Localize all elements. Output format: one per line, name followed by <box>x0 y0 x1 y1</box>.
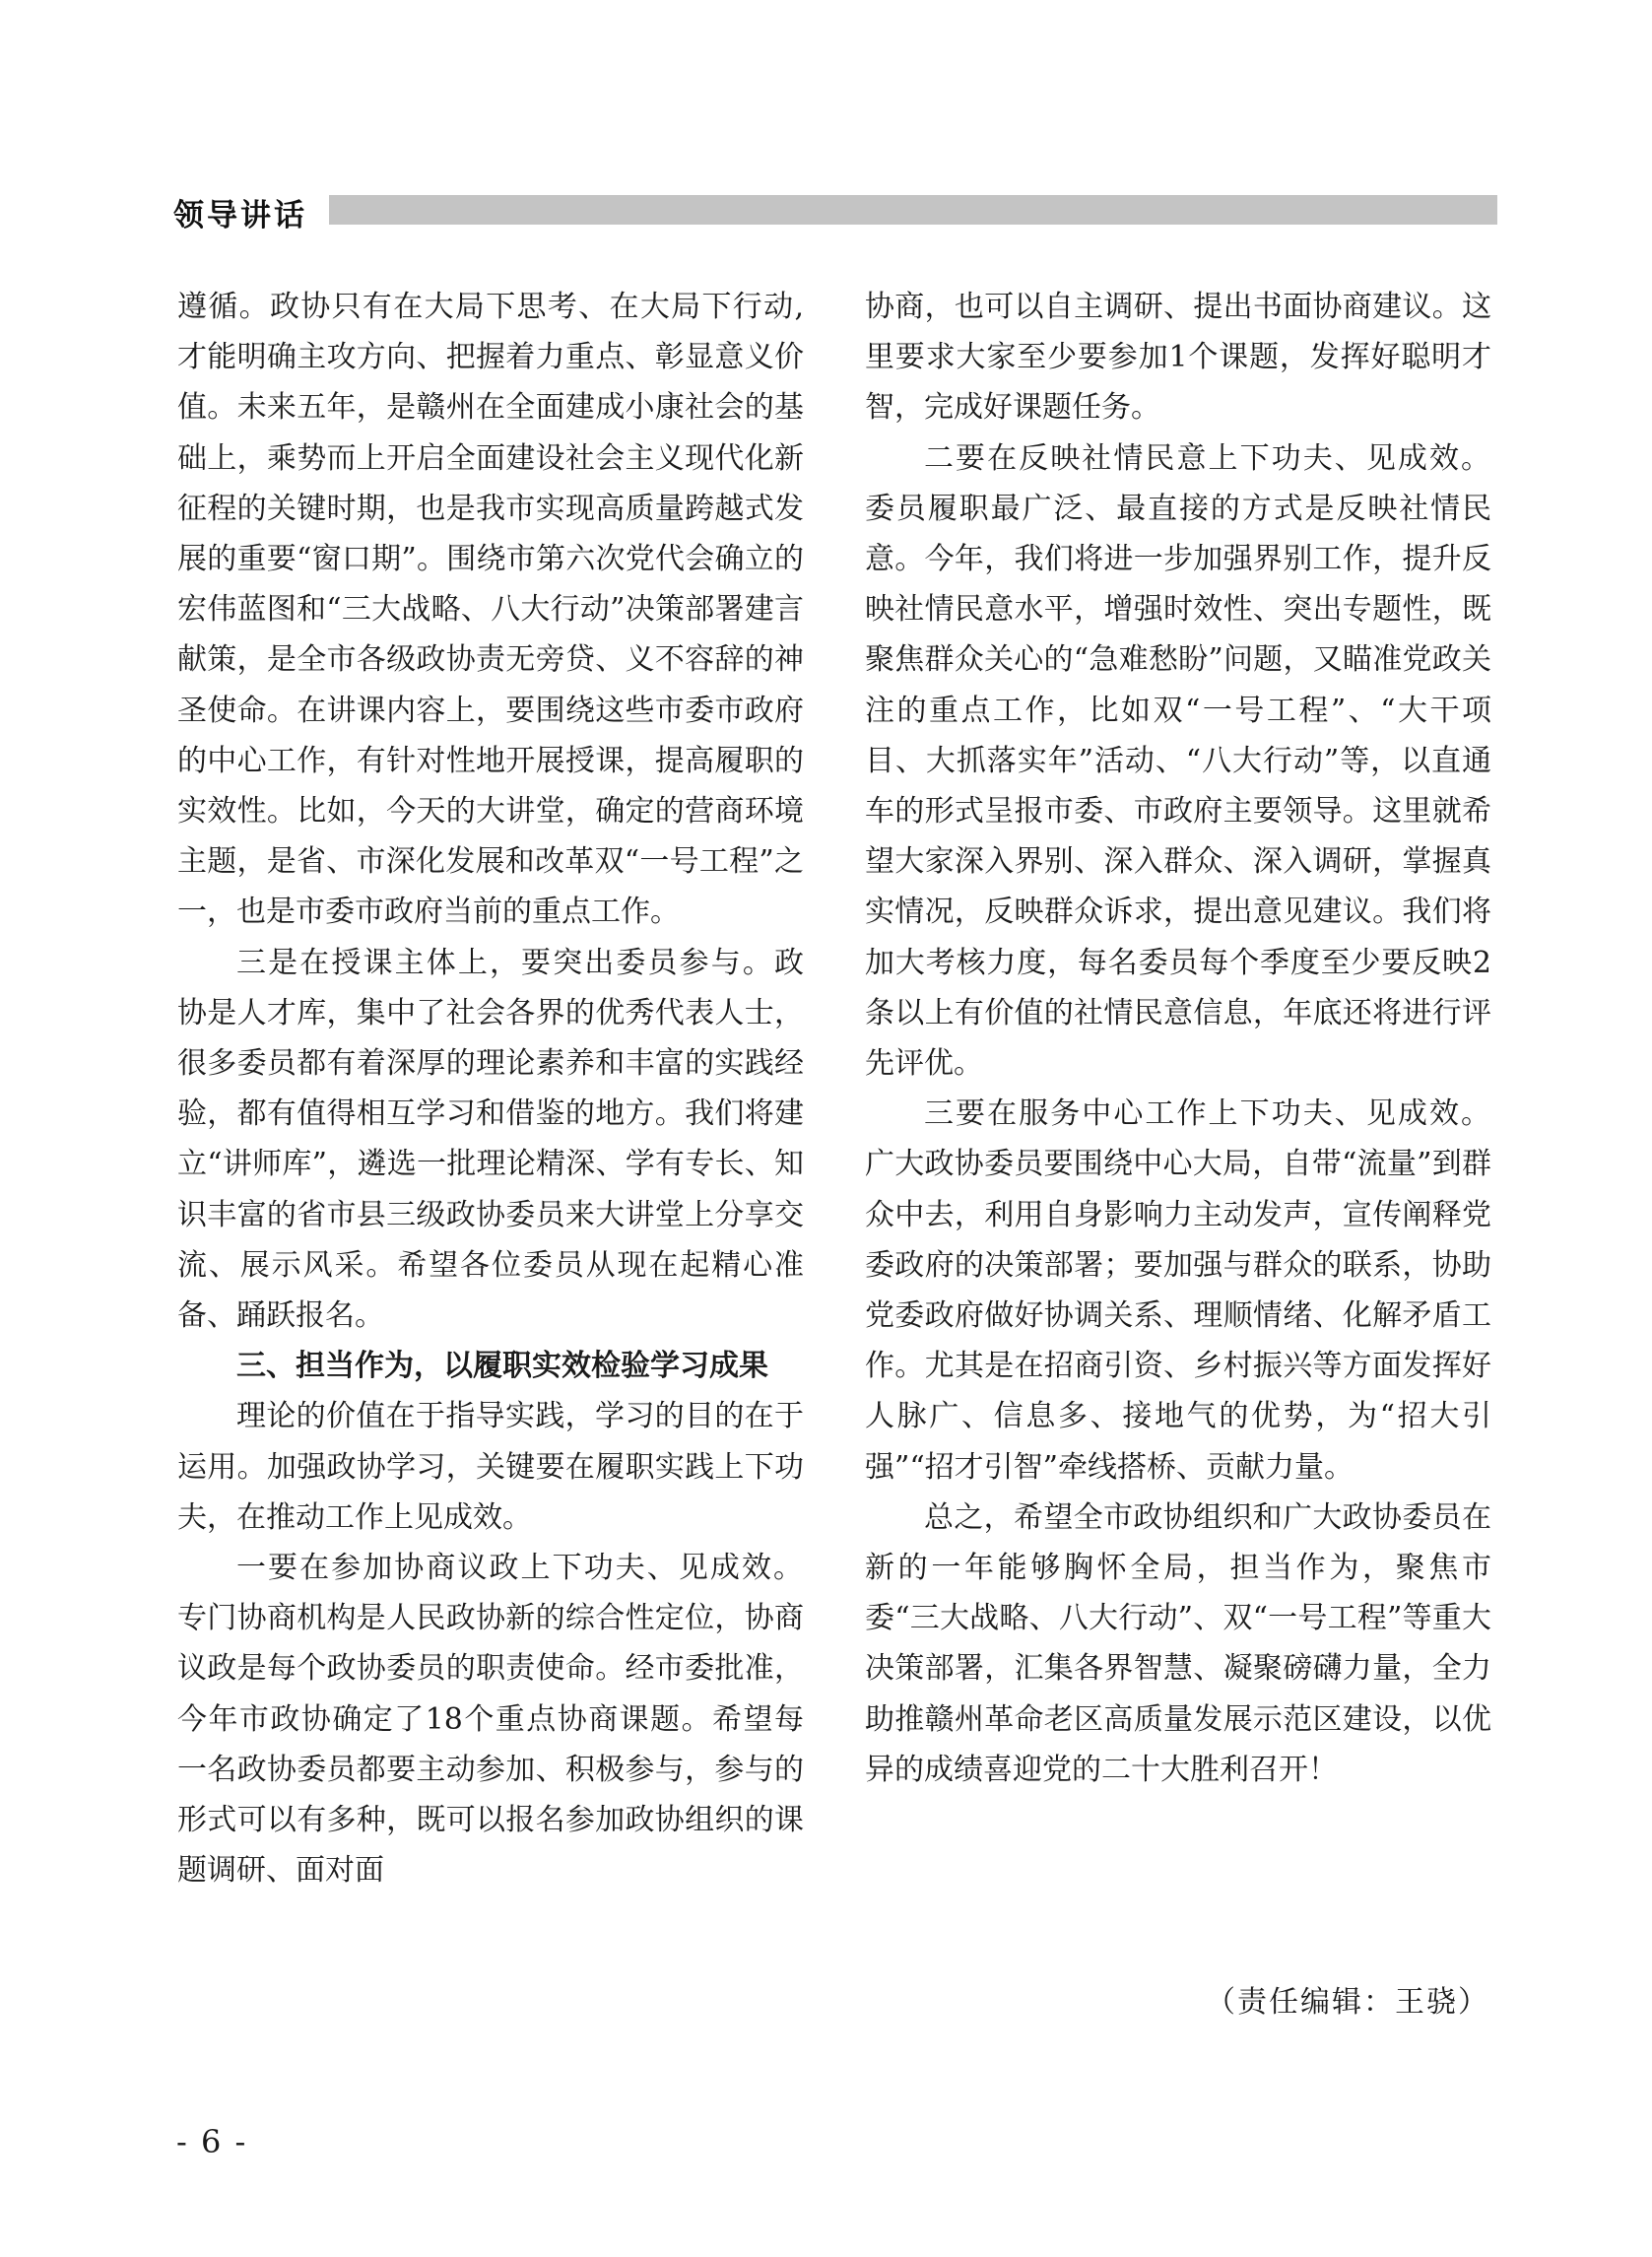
paragraph-lead: 三是在授课主体上，要突出委员参与。 <box>236 945 774 980</box>
paragraph-body: 政协是人才库，集中了社会各界的优秀代表人士，很多委员都有着深厚的理论素养和丰富的实践经验，都有值得相互学习和借鉴的地方。我们将建立“讲师库”，遴选一批理论精深、学有专长、知识丰富的省市县三级政协委员来大讲堂上分享交流、展示风采。希望各位委员从现在起精心准备、踊跃报名。 <box>177 945 804 1334</box>
paragraph-lead: 二要在反映社情民意上下功夫、见成效。 <box>924 440 1491 476</box>
paragraph-body: 专门协商机构是人民政协新的综合性定位，协商议政是每个政协委员的职责使命。经市委批准，今年市政协确定了18个重点协商课题。希望每一名政协委员都要主动参加、积极参与，参与的形式可以有多种，既可以报名参加政协组织的课题调研、面对面 <box>177 1601 804 1889</box>
paragraph-continued: 遵循。政协只有在大局下思考、在大局下行动,才能明确主攻方向、把握着力重点、彰显意义价值。未来五年，是赣州在全面建成小康社会的基础上，乘势而上开启全面建设社会主义现代化新征程的关键时期，也是我市实现高质量跨越式发展的重要“窗口期”。围绕市第六次党代会确立的宏伟蓝图和“三大战略、八大行动”决策部署建言献策，是全市各级政协责无旁贷、义不容辞的神圣使命。在讲课内容上，要围绕这些市委市政府的中心工作，有针对性地开展授课，提高履职的实效性。比如，今天的大讲堂，确定的营商环境主题，是省、市深化发展和改革双“一号工程”之一，也是市委市政府当前的重点工作。 <box>177 290 804 930</box>
left-column <box>177 282 804 1896</box>
section-label: 领导讲话 <box>173 198 307 233</box>
header-bar <box>329 195 1497 225</box>
paragraph-theory-practice: 理论的价值在于指导实践，学习的目的在于运用。加强政协学习，关键要在履职实践上下功夫，在推动工作上见成效。 <box>177 1399 804 1535</box>
editor-note: （责任编辑：王骁） <box>1206 1985 1489 2020</box>
right-column <box>865 282 1491 1795</box>
paragraph-continued: 协商，也可以自主调研、提出书面协商建议。这里要求大家至少要参加1个课题，发挥好聪明才智，完成好课题任务。 <box>865 290 1491 426</box>
paragraph-body: 广大政协委员要围绕中心大局，自带“流量”到群众中去，利用自身影响力主动发声，宣传阐释党委政府的决策部署；要加强与群众的联系，协助党委政府做好协调关系、理顺情绪、化解矛盾工作。尤其是在招商引资、乡村振兴等方面发挥好人脉广、信息多、接地气的优势，为“招大引强”“招才引智”牵线搭桥、贡献力量。 <box>865 1147 1491 1485</box>
paragraph-conclusion: 总之，希望全市政协组织和广大政协委员在新的一年能够胸怀全局，担当作为，聚焦市委“三大战略、八大行动”、双“一号工程”等重大决策部署，汇集各界智慧、凝聚磅礴力量，全力助推赣州革命老区高质量发展示范区建设，以优异的成绩喜迎党的二十大胜利召开！ <box>865 1499 1491 1787</box>
paragraph-lecturer-participation <box>177 938 804 1342</box>
paragraph-central-work <box>865 1089 1491 1493</box>
section-heading: 三、担当作为，以履职实效检验学习成果 <box>236 1349 768 1384</box>
paragraph-lead: 三要在服务中心工作上下功夫、见成效。 <box>924 1096 1491 1132</box>
paragraph-body: 委员履职最广泛、最直接的方式是反映社情民意。今年，我们将进一步加强界别工作，提升反映社情民意水平，增强时效性、突出专题性，既聚焦群众关心的“急难愁盼”问题，又瞄准党政关注的重点工作，比如双“一号工程”、“大干项目、大抓落实年”活动、“八大行动”等，以直通车的形式呈报市委、市政府主要领导。这里就希望大家深入界别、深入群众、深入调研，掌握真实情况，反映群众诉求，提出意见建议。我们将加大考核力度，每名委员每个季度至少要反映2条以上有价值的社情民意信息，年底还将进行评先评优。 <box>865 491 1491 1082</box>
page-number: - 6 - <box>176 2123 248 2160</box>
paragraph-consultation <box>177 1543 804 1895</box>
paragraph-public-opinion <box>865 433 1491 1090</box>
paragraph-lead: 一要在参加协商议政上下功夫、见成效。 <box>236 1551 804 1586</box>
